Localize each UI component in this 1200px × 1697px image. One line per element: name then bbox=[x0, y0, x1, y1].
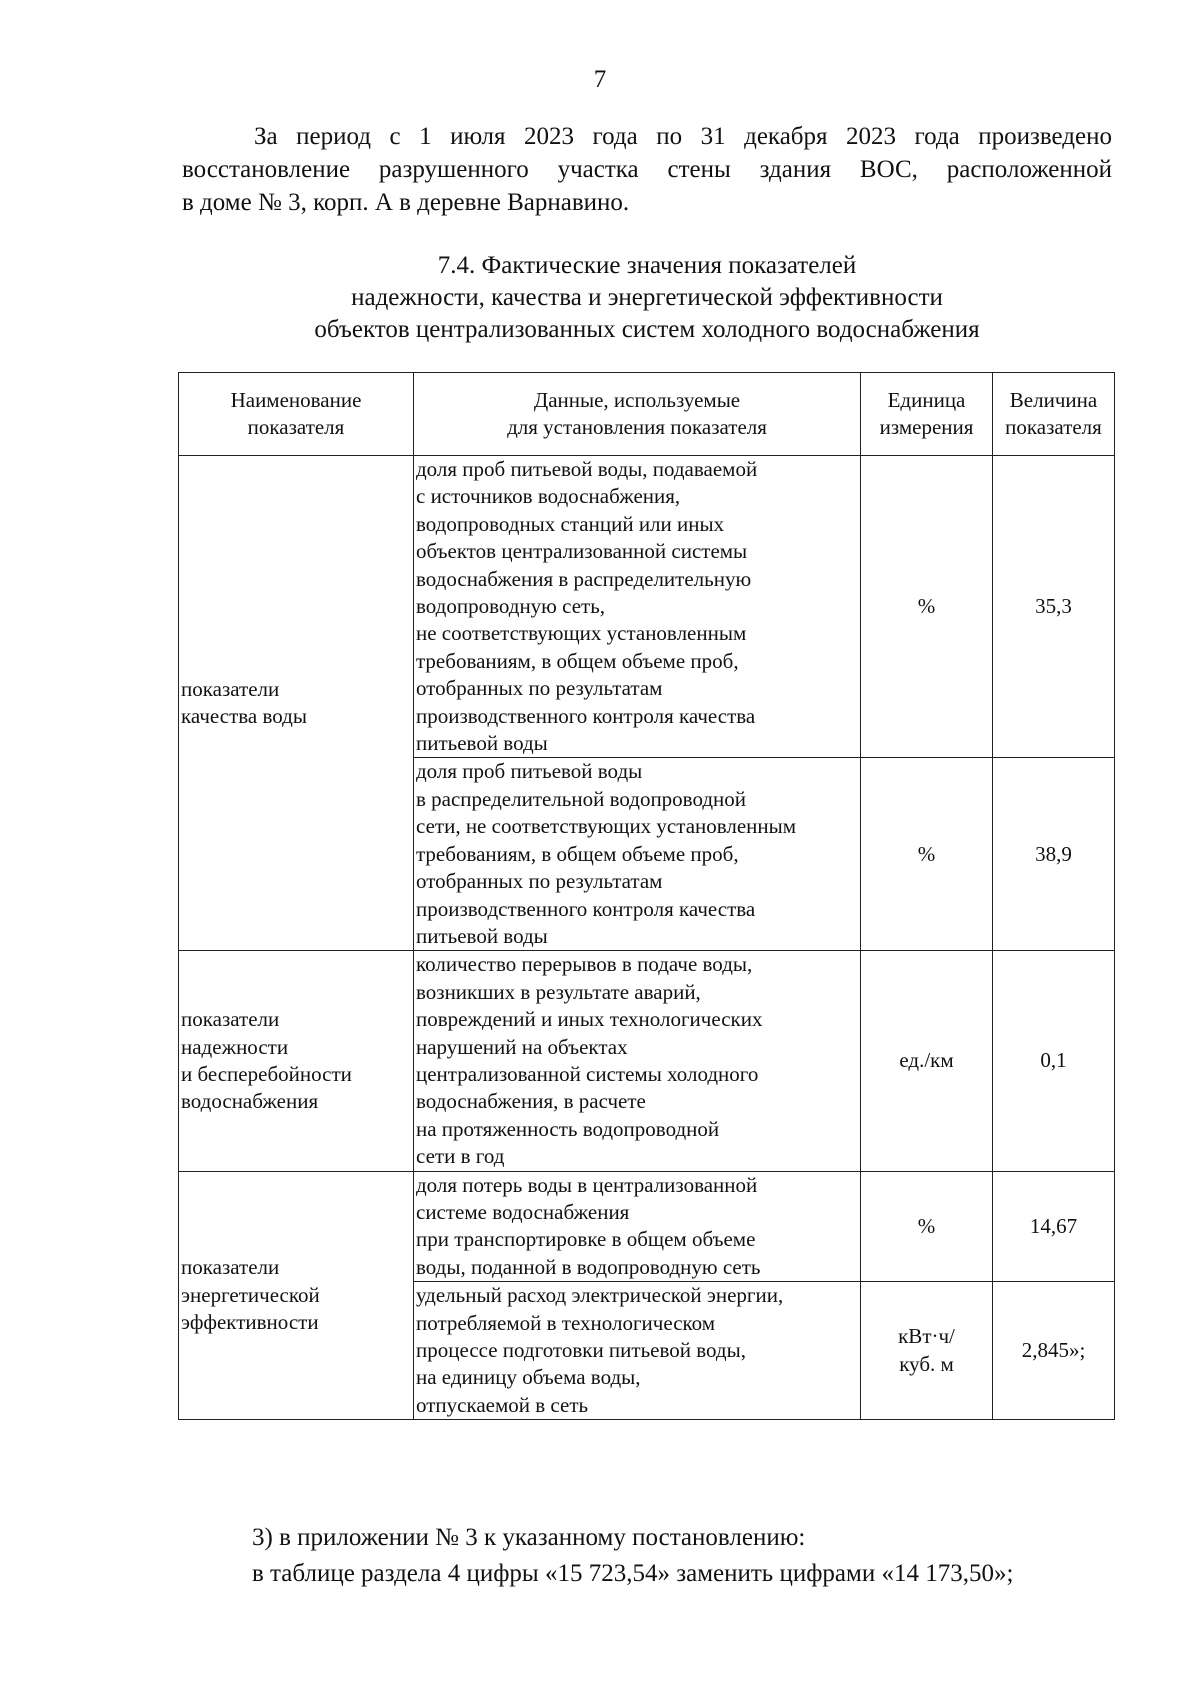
row-unit: ед./км bbox=[861, 951, 993, 1171]
row-value: 35,3 bbox=[993, 456, 1115, 758]
row-value: 38,9 bbox=[993, 758, 1115, 951]
row-unit: кВт·ч/ куб. м bbox=[861, 1282, 993, 1420]
intro-line-1: За период с 1 июля 2023 года по 31 декабря 2023 года произведено bbox=[254, 123, 1112, 150]
page-number: 7 bbox=[593, 66, 607, 93]
table-row bbox=[179, 1171, 1115, 1282]
row-data: доля потерь воды в централизованной системе водоснабжения при транспортировке в общем объеме воды, поданной в водопроводную сеть bbox=[414, 1171, 861, 1282]
header-unit: Единица измерения bbox=[861, 373, 993, 456]
row-value: 14,67 bbox=[993, 1171, 1115, 1282]
row-data: доля проб питьевой воды в распределительной водопроводной сети, не соответствующих установленным требованиям, в общем объеме проб, отобранных по результатам производственного контроля качества питьевой воды bbox=[414, 758, 861, 951]
row-value: 0,1 bbox=[993, 951, 1115, 1171]
table-header-row bbox=[179, 373, 1115, 456]
row-data: количество перерывов в подаче воды, возникших в результате аварий, повреждений и иных технологических нарушений на объектах централизованной системы холодного водоснабжения, в расчете на протяженность водопроводной сети в год bbox=[414, 951, 861, 1171]
header-value: Величина показателя bbox=[993, 373, 1115, 456]
section-heading bbox=[182, 250, 1112, 346]
indicators-table bbox=[178, 372, 1115, 1420]
group-name-reliability: показатели надежности и бесперебойности водоснабжения bbox=[179, 951, 414, 1171]
header-data: Данные, используемые для установления показателя bbox=[414, 373, 861, 456]
intro-line-3: в доме № 3, корп. А в деревне Варнавино. bbox=[182, 189, 630, 216]
amendment-line-1: 3) в приложении № 3 к указанному постановлению: bbox=[252, 1524, 806, 1551]
heading-line-3: объектов централизованных систем холодного водоснабжения bbox=[314, 316, 980, 343]
table-row bbox=[179, 951, 1115, 1171]
heading-line-2: надежности, качества и энергетической эффективности bbox=[351, 284, 943, 311]
row-unit: % bbox=[861, 1171, 993, 1282]
amendment-text bbox=[182, 1520, 1112, 1592]
amendment-line-2: в таблице раздела 4 цифры «15 723,54» заменить цифрами «14 173,50»; bbox=[252, 1560, 1014, 1587]
intro-line-2: восстановление разрушенного участка стены здания ВОС, расположенной bbox=[182, 156, 1112, 183]
row-data: удельный расход электрической энергии, потребляемой в технологическом процессе подготовки питьевой воды, на единицу объема воды, отпускаемой в сеть bbox=[414, 1282, 861, 1420]
group-name-energy-efficiency: показатели энергетической эффективности bbox=[179, 1171, 414, 1420]
intro-paragraph bbox=[182, 120, 1112, 219]
row-unit: % bbox=[861, 758, 993, 951]
row-unit: % bbox=[861, 456, 993, 758]
group-name-water-quality: показатели качества воды bbox=[179, 456, 414, 951]
header-name: Наименование показателя bbox=[179, 373, 414, 456]
heading-line-1: 7.4. Фактические значения показателей bbox=[437, 252, 857, 279]
row-value: 2,845»; bbox=[993, 1282, 1115, 1420]
row-data: доля проб питьевой воды, подаваемой с источников водоснабжения, водопроводных станций или иных объектов централизованной системы водоснабжения в распределительную водопроводную сеть, не соответствующих установленным требованиям, в общем объеме проб, отобранных по результатам производственного контроля качества питьевой воды bbox=[414, 456, 861, 758]
table-row bbox=[179, 456, 1115, 758]
